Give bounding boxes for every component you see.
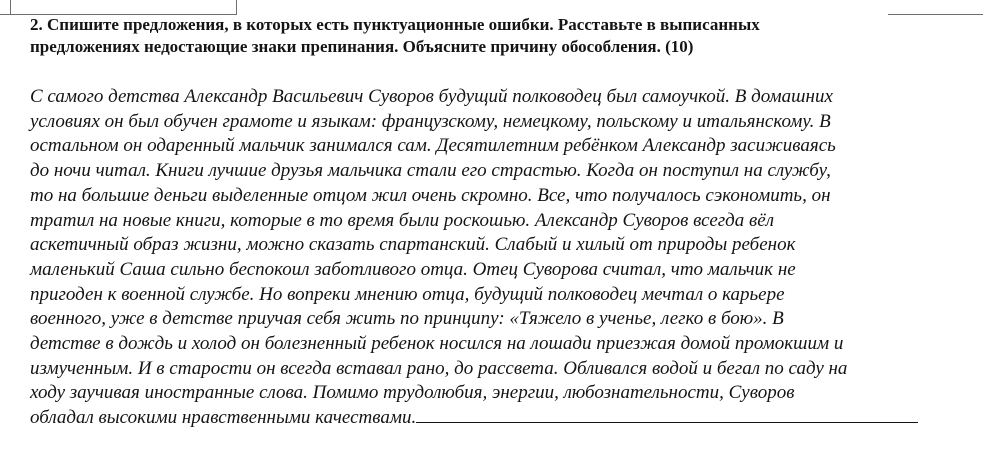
text-line: тратил на новые книги, которые в то время были роскошью. Александр Суворов всегда вёл [30,209,775,231]
heading-line: 2. Спишите предложения, в которых есть пунктуационные ошибки. Расставьте в выписанных [30,15,760,34]
text-line-last-content: обладал высокими нравственными качествами. [30,407,417,429]
text-line: то на большие деньги выделенные отцом жил очень скромно. Все, что получалось сэкономить, он [30,184,831,206]
heading-line: предложениях недостающие знаки препинания. Объясните причину обособления. (10) [30,37,694,56]
text-line: военного, уже в детстве приучая себя жить по принципу: «Тяжело в ученье, легко в бою». В [30,308,784,330]
text-line: до ночи читал. Книги лучшие друзья мальчика стали его страстью. Когда он поступил на службу, [30,160,831,182]
text-line: ходу заучивая иностранные слова. Помимо трудолюбия, энергии, любознательности, Суворов [30,382,795,404]
text-line: остальном он одаренный мальчик занимался сам. Десятилетним ребёнком Александр засиживаясь [30,135,836,157]
text-line: условиях он был обучен грамоте и языкам: французскому, немецкому, польскому и итальянскому. В [30,110,831,132]
text-line: измученным. И в старости он всегда вставал рано, до рассвета. Обливался водой и бегал по саду на [30,357,848,379]
text-line: пригоден к военной службе. Но вопреки мнению отца, будущий полководец мечтал о карьере [30,283,785,305]
text-line: С самого детства Александр Васильевич Суворов будущий полководец был самоучкой. В домашних [30,86,833,107]
task-heading [30,14,970,58]
answer-underline[interactable] [416,407,918,423]
text-line: маленький Саша сильно беспокоил заботливого отца. Отец Суворова считал, что мальчик не [30,258,796,280]
table-border-left [0,0,11,14]
table-border-middle [236,0,237,14]
text-line-last [30,406,980,431]
text-line: детстве в дождь и холод он болезненный ребенок носился на лошади приезжая домой промокшим и [30,333,844,355]
task-text [30,85,980,431]
text-line: аскетичный образ жизни, можно сказать спартанский. Слабый и хилый от природы ребенок [30,234,796,256]
